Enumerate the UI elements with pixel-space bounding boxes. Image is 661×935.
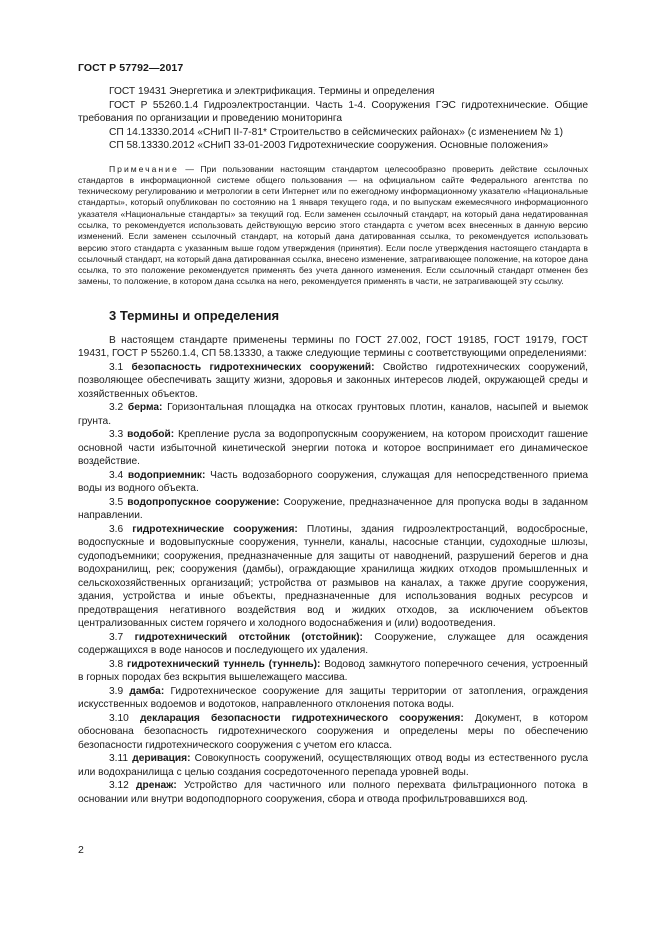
- reference-item: ГОСТ 19431 Энергетика и электрификация. Термины и определения: [109, 86, 435, 97]
- term-entry: [78, 401, 588, 428]
- term-entry: [78, 685, 588, 712]
- term-name: гидротехнические сооружения:: [132, 523, 298, 535]
- term-number: 3.1: [109, 361, 124, 373]
- term-name: водопропускное сооружение:: [127, 496, 280, 508]
- term-number: 3.11: [109, 753, 129, 765]
- term-name: дренаж:: [136, 780, 177, 792]
- document-code: ГОСТ Р 57792—2017: [78, 62, 184, 74]
- term-name: декларация безопасности гидротехнического сооружения:: [139, 712, 464, 724]
- term-number: 3.8: [109, 658, 124, 670]
- term-definition: Устройство для частичного или полного перехвата фильтрационного потока в основании или внутри водоподпорного сооружения, сбора и отвода профильтровавшихся вод.: [78, 780, 588, 805]
- term-entry: [78, 428, 588, 469]
- term-definition: Сооружение, предназначенное для пропуска воды в заданном направлении.: [78, 496, 588, 522]
- reference-item: СП 58.13330.2012 «СНиП 33-01-2003 Гидротехнические сооружения. Основные положения»: [109, 140, 549, 151]
- term-entry: [78, 469, 588, 496]
- term-definition: Часть водозаборного сооружения, служащая для непосредственного приема воды из водного объекта.: [78, 469, 588, 495]
- page-content: [78, 85, 588, 806]
- term-number: 3.9: [109, 685, 124, 697]
- term-number: 3.12: [109, 780, 129, 792]
- term-entry: [78, 631, 588, 658]
- reference-item: ГОСТ Р 55260.1.4 Гидроэлектростанции. Часть 1-4. Сооружения ГЭС гидротехнические. Общие требования по организации и проведению мониторинга: [78, 99, 588, 124]
- term-definition: Горизонтальная площадка на откосах грунтовых плотин, каналов, насыпей и выемок грунта.: [78, 402, 588, 427]
- term-number: 3.7: [109, 631, 124, 643]
- term-name: берма:: [127, 402, 163, 414]
- term-entry: [78, 752, 588, 779]
- note-text: — При пользовании настоящим стандартом целесообразно проверить действие ссылочных стандартов в информационной системе общего пользования — на официальном сайте Федерального агентства по техническому регулированию и метрологии в сети Интернет или по ежегодному информационному указателю «Национальные стандарты», который опубликован по состоянию на 1 января текущего года, и по выпускам ежемесячного информационного указателя «Национальные стандарты» за текущий год. Если заменен ссылочный стандарт, на который дана недатированная ссылка, то рекомендуется использовать действующую версию этого стандарта с учетом всех внесенных в данную версию изменений. Если заменен ссылочный стандарт, на который дана датированная ссылка, то рекомендуется использовать версию этого стандарта с указанным выше годом утверждения (принятия). Если после утверждения настоящего стандарта в ссылочный стандарт, на который дана датированная ссылка, внесено изменение, затрагивающее положение, на которое дана ссылка, то это положение рекомендуется применять без учета данного изменения. Если ссылочный стандарт отменен без замены, то положение, в котором дана ссылка на него, рекомендуется применять в части, не затрагивающей эту ссылку.: [78, 163, 588, 287]
- term-name: гидротехнический отстойник (отстойник):: [134, 631, 363, 643]
- term-number: 3.6: [109, 523, 124, 535]
- term-name: гидротехнический туннель (туннель):: [126, 658, 321, 670]
- term-number: 3.5: [109, 496, 124, 508]
- term-number: 3.2: [109, 402, 124, 414]
- term-entry: [78, 361, 588, 402]
- section-intro: В настоящем стандарте применены термины по ГОСТ 27.002, ГОСТ 19185, ГОСТ 19179, ГОСТ 19431, ГОСТ Р 55260.1.4, СП 58.13330, а также следующие термины с соответствующими определениями:: [78, 334, 588, 360]
- note-label: Примечание: [109, 163, 179, 174]
- term-definition: Водовод замкнутого поперечного сечения, устроенный в горных породах без вскрытия вышележащего массива.: [78, 658, 588, 684]
- note-paragraph: [78, 164, 588, 288]
- term-definition: Документ, в котором обоснована безопасность гидротехнического сооружения и определены меры по обеспечению безопасности гидротехнического сооружения с учетом его класса.: [78, 712, 588, 751]
- term-definition: Гидротехническое сооружение для защиты территории от затопления, ограждения искусственных водоемов и водотоков, направленного отклонения потока воды.: [78, 685, 588, 711]
- term-definition: Свойство гидротехнических сооружений, позволяющее обеспечивать защиту жизни, здоровья и законных интересов людей, окружающей среды и хозяйственных объектов.: [78, 361, 588, 400]
- term-definition: Плотины, здания гидроэлектростанций, водосбросные, водоспускные и водовыпускные сооружения, туннели, каналы, насосные станции, судоходные шлюзы, судоподъемники; сооружения, предназначенные для защиты от наводнений, разрушений берегов и дна водохранилищ, рек; сооружения (дамбы), ограждающие хранилища жидких отходов промышленных и сельскохозяйственных организаций; устройства от размывов на каналах, а также другие сооружения, здания, устройства и иные объекты, предназначенные для использования водных ресурсов и предотвращения негативного воздействия вод и жидких отходов, за исключением объектов централизованных систем горячего и холодного водоснабжения и (или) водоотведения.: [78, 523, 588, 630]
- term-entry: [78, 779, 588, 806]
- term-number: 3.10: [109, 712, 129, 724]
- term-name: водобой:: [127, 429, 175, 441]
- term-name: деривация:: [132, 753, 191, 765]
- term-definition: Совокупность сооружений, осуществляющих отвод воды из естественного русла или водохранилища с целью создания сосредоточенного перепада уровней воды.: [78, 753, 588, 778]
- term-name: безопасность гидротехнических сооружений:: [131, 361, 375, 373]
- term-name: дамба:: [129, 685, 165, 697]
- term-definition: Крепление русла за водопропускным сооружением, на котором происходит гашение основной части избыточной кинетической энергии потока и которое воспринимает его динамическое воздействие.: [78, 429, 588, 468]
- term-name: водоприемник:: [127, 469, 206, 481]
- section-title: 3 Термины и определения: [109, 307, 280, 323]
- term-entry: [78, 496, 588, 523]
- term-entry: [78, 712, 588, 753]
- term-definition: Сооружение, служащее для осаждения содержащихся в воде наносов и последующего их удаления.: [78, 631, 588, 657]
- page-number: 2: [78, 844, 84, 856]
- term-number: 3.3: [109, 429, 124, 441]
- term-entry: [78, 523, 588, 631]
- reference-item: СП 14.13330.2014 «СНиП II-7-81* Строительство в сейсмических районах» (с изменением № 1): [109, 126, 563, 138]
- term-entry: [78, 658, 588, 685]
- term-number: 3.4: [109, 469, 124, 481]
